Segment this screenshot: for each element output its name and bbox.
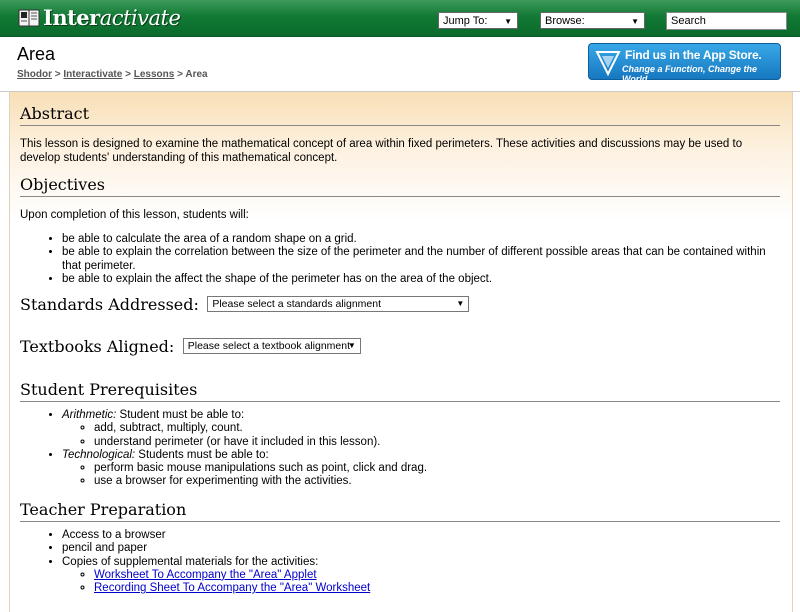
- prerequisites-list: [20, 409, 780, 489]
- app-store-banner[interactable]: [588, 43, 781, 84]
- list-item: • pencil and paper: [62, 542, 780, 555]
- book-icon: [18, 7, 40, 29]
- app-store-line1: Find us in the App Store.: [625, 48, 762, 62]
- browse-select[interactable]: Browse: ▼: [540, 12, 645, 29]
- breadcrumb-interactivate[interactable]: Interactivate: [63, 69, 123, 80]
- objectives-intro: Upon completion of this lesson, students will:: [20, 209, 249, 221]
- abstract-section: [20, 104, 780, 165]
- search-input[interactable]: Search: [666, 12, 787, 30]
- teacher-prep-heading: Teacher Preparation: [20, 500, 780, 522]
- prerequisites-heading: Student Prerequisites: [20, 380, 780, 402]
- chevron-down-icon: ▼: [504, 17, 512, 26]
- objectives-list: [20, 233, 780, 286]
- list-item: • be able to explain the affect the shape of the perimeter has on the area of the object.: [62, 273, 780, 286]
- breadcrumb-lessons[interactable]: Lessons: [133, 69, 175, 80]
- breadcrumb-current: Area: [185, 69, 208, 80]
- worksheet-link[interactable]: Worksheet To Accompany the "Area" Applet: [94, 568, 317, 581]
- logo-text: Interactivate: [43, 5, 181, 30]
- list-item: • be able to calculate the area of a random shape on a grid.: [62, 233, 780, 246]
- breadcrumb: Shodor > Interactivate > Lessons > Area: [17, 69, 208, 80]
- textbooks-select[interactable]: Please select a textbook alignment ▼: [183, 338, 361, 354]
- standards-heading: Standards Addressed:: [20, 295, 199, 314]
- textbooks-heading: Textbooks Aligned:: [20, 337, 175, 356]
- objectives-section: [20, 175, 780, 286]
- main-content: [9, 92, 793, 612]
- recording-sheet-link[interactable]: Recording Sheet To Accompany the "Area" Worksheet: [94, 582, 371, 595]
- list-item: ◦ understand perimeter (or have it included in this lesson).: [94, 436, 780, 449]
- list-item: [94, 569, 780, 582]
- prerequisites-section: [20, 380, 780, 489]
- interactivate-logo[interactable]: [18, 5, 180, 30]
- chevron-down-icon: ▼: [456, 299, 465, 308]
- chevron-down-icon: ▼: [347, 341, 356, 350]
- breadcrumb-shodor[interactable]: Shodor: [17, 69, 52, 80]
- list-item: • Technological: Students must be able to: ◦ perform basic mouse manipulations such as point, click and drag. ◦ use a browser for experimenting with the activities.: [62, 449, 780, 489]
- standards-select[interactable]: Please select a standards alignment ▼: [207, 296, 469, 312]
- list-item: • Copies of supplemental materials for the activities: ◦ Worksheet To Accompany the "Area" Applet ◦ Recording Sheet To Accompany the "Area" Worksheet: [62, 556, 780, 596]
- list-item: ◦ use a browser for experimenting with the activities.: [94, 475, 780, 488]
- objectives-heading: Objectives: [20, 175, 780, 197]
- list-item: ◦ perform basic mouse manipulations such as point, click and drag.: [94, 462, 780, 475]
- jump-to-select[interactable]: Jump To: ▼: [438, 12, 518, 29]
- page-title: Area: [17, 44, 56, 64]
- teacher-prep-section: [20, 500, 780, 595]
- list-item: • be able to explain the correlation between the size of the perimeter and the number of different possible areas that can be contained within that perimeter.: [62, 246, 780, 273]
- abstract-heading: Abstract: [20, 104, 780, 126]
- list-item: • Arithmetic: Student must be able to: ◦ add, subtract, multiply, count. ◦ understand perimeter (or have it included in this lesson).: [62, 409, 780, 449]
- standards-section: [20, 295, 780, 315]
- app-store-line2: Change a Function, Change the World: [622, 64, 758, 84]
- list-item: ◦ add, subtract, multiply, count.: [94, 422, 780, 435]
- title-bar: [0, 37, 800, 92]
- shodor-icon: [595, 48, 621, 76]
- textbooks-section: [20, 337, 780, 357]
- top-banner: [0, 0, 800, 37]
- list-item: [94, 582, 780, 595]
- teacher-prep-list: [20, 529, 780, 595]
- abstract-text: This lesson is designed to examine the mathematical concept of area within fixed perimeters. These activities and discussions may be used to develop students' understanding of this mathematical concept.: [20, 138, 743, 164]
- list-item: • Access to a browser: [62, 529, 780, 542]
- chevron-down-icon: ▼: [631, 17, 639, 26]
